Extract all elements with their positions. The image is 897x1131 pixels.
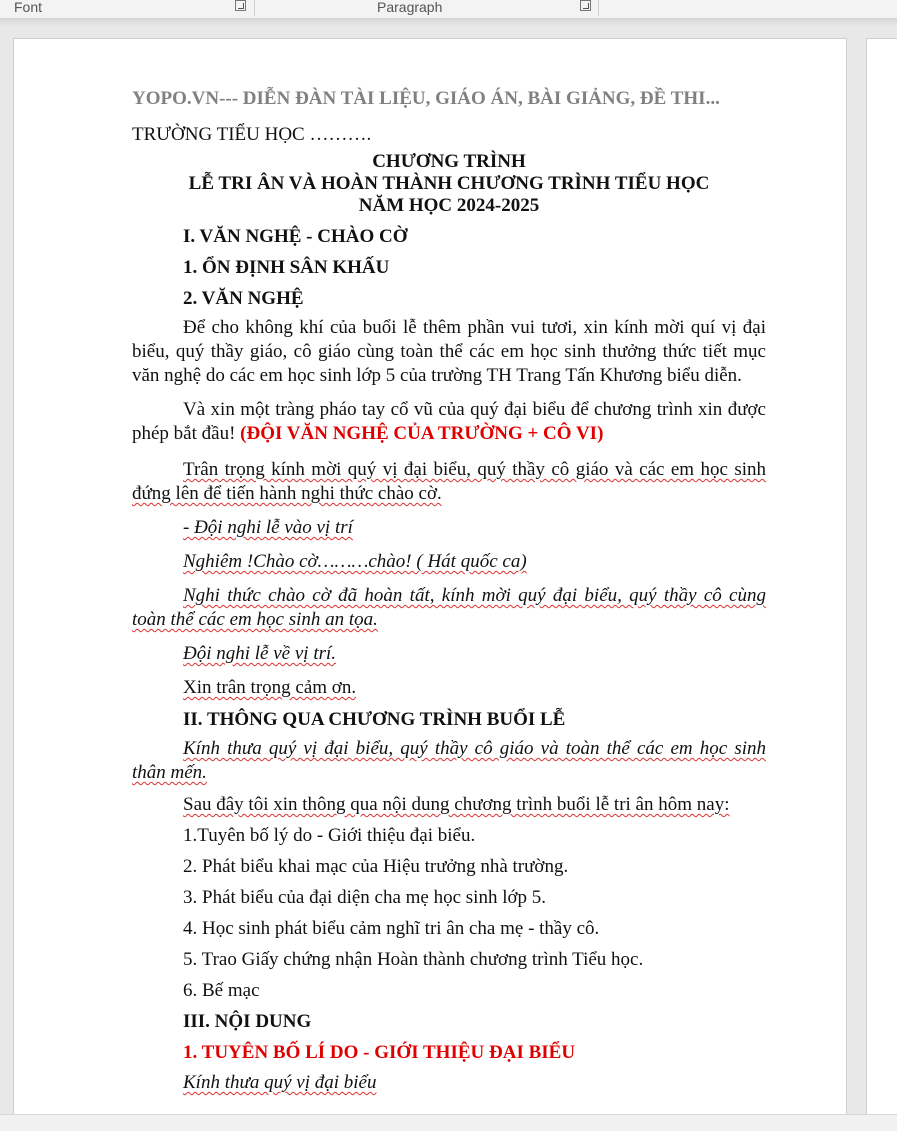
program-item: 2. Phát biểu khai mạc của Hiệu trưởng nhà trường. bbox=[183, 856, 569, 877]
document-body[interactable] bbox=[132, 87, 766, 1095]
applause-red-note: (ĐỘI VĂN NGHỆ CỦA TRƯỜNG + CÔ VI) bbox=[240, 423, 604, 444]
greeting-paragraph: Kính thưa quý vị đại biểu, quý thầy cô giáo và toàn thể các em học sinh thân mến. bbox=[132, 738, 766, 783]
paragraph-applause bbox=[132, 398, 766, 446]
paragraph-group-label: Paragraph bbox=[377, 0, 443, 15]
section-heading-2: II. THÔNG QUA CHƯƠNG TRÌNH BUỔI LỄ bbox=[183, 709, 566, 730]
section-heading-1: I. VĂN NGHỆ - CHÀO CỜ bbox=[183, 226, 408, 247]
document-page[interactable] bbox=[13, 38, 847, 1130]
ribbon-shadow bbox=[0, 19, 897, 27]
flag-step-2: Nghiêm !Chào cờ………chào! ( Hát quốc ca) bbox=[183, 551, 527, 572]
program-item: 3. Phát biểu của đại diện cha mẹ học sinh lớp 5. bbox=[183, 887, 547, 908]
program-item: 1.Tuyên bố lý do - Giới thiệu đại biểu. bbox=[183, 825, 476, 846]
paragraph-intro: Để cho không khí của buổi lễ thêm phần vui tươi, xin kính mời quí vị đại biểu, quý thầy giáo, cô giáo cùng toàn thể các em học sinh thưởng thức tiết mục văn nghệ do các em học sinh lớp 5 của trường TH Trang Tấn Khương biểu diễn. bbox=[132, 317, 766, 386]
next-page-edge bbox=[866, 38, 897, 1130]
paragraph-dialog-launcher-icon[interactable] bbox=[580, 0, 591, 11]
applause-text: Và xin một tràng pháo tay cổ vũ của quý đại biểu để chương trình xin được phép bắt đầu! bbox=[132, 399, 766, 444]
program-intro: Sau đây tôi xin thông qua nội dung chương trình buổi lễ tri ân hôm nay: bbox=[183, 794, 730, 815]
heading-stage-setup: 1. ỔN ĐỊNH SÂN KHẤU bbox=[183, 257, 390, 278]
title-line-3: NĂM HỌC 2024-2025 bbox=[358, 195, 540, 216]
font-group-label: Font bbox=[14, 0, 43, 15]
paragraph-flag-invite: Trân trọng kính mời quý vị đại biểu, quý thầy cô giáo và các em học sinh đứng lên để tiến hành nghi thức chào cờ. bbox=[132, 459, 766, 504]
heading-performance: 2. VĂN NGHỆ bbox=[183, 288, 304, 309]
thanks-line: Xin trân trọng cảm ơn. bbox=[183, 677, 357, 698]
program-item: 6. Bế mạc bbox=[183, 980, 260, 1001]
section-heading-3: III. NỘI DUNG bbox=[183, 1011, 312, 1032]
horizontal-scroll-area[interactable] bbox=[0, 1114, 897, 1131]
title-line-2: LỄ TRI ÂN VÀ HOÀN THÀNH CHƯƠNG TRÌNH TIỂU HỌC bbox=[188, 173, 710, 194]
heading-reason-intro: 1. TUYÊN BỐ LÍ DO - GIỚI THIỆU ĐẠI BIỂU bbox=[183, 1042, 576, 1063]
ribbon-bar bbox=[0, 0, 897, 19]
watermark-header: YOPO.VN--- DIỄN ĐÀN TÀI LIỆU, GIÁO ÁN, BÀI GIẢNG, ĐỀ THI... bbox=[132, 88, 720, 109]
flag-step-4: Đội nghi lễ về vị trí. bbox=[183, 643, 337, 664]
school-name: TRƯỜNG TIỂU HỌC ………. bbox=[132, 124, 372, 145]
last-line: Kính thưa quý vị đại biểu bbox=[183, 1072, 377, 1093]
ribbon-separator bbox=[598, 0, 599, 16]
ribbon-separator bbox=[254, 0, 255, 16]
flag-step-1: - Đội nghi lễ vào vị trí bbox=[183, 517, 353, 538]
font-dialog-launcher-icon[interactable] bbox=[235, 0, 246, 11]
flag-step-3: Nghi thức chào cờ đã hoàn tất, kính mời quý đại biểu, quý thầy cô cùng toàn thể các em học sinh an tọa. bbox=[132, 585, 766, 630]
title-line-1: CHƯƠNG TRÌNH bbox=[372, 151, 526, 172]
program-item: 4. Học sinh phát biểu cảm nghĩ tri ân cha mẹ - thầy cô. bbox=[183, 918, 600, 939]
program-item: 5. Trao Giấy chứng nhận Hoàn thành chương trình Tiểu học. bbox=[183, 949, 644, 970]
